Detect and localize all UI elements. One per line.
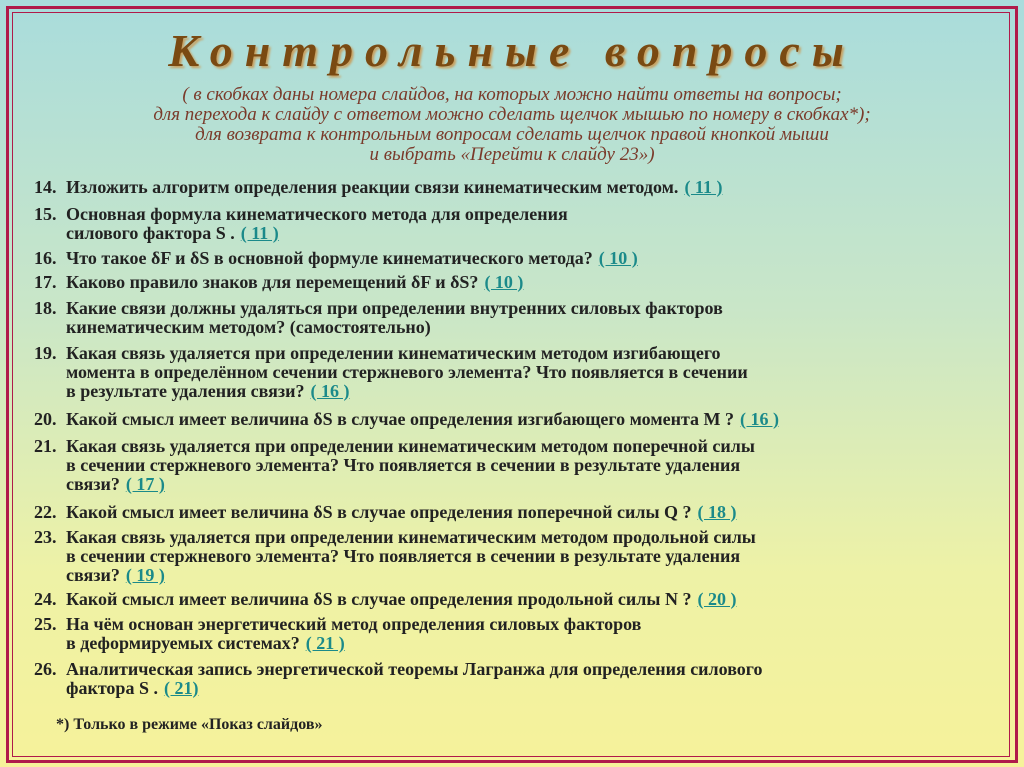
question-number: 26. bbox=[34, 659, 57, 679]
question-text-line-2: в деформируемых системах? bbox=[66, 633, 300, 653]
question-text: Какой смысл имеет величина δS в случае определения изгибающего момента M ? bbox=[66, 409, 735, 429]
slide-link[interactable]: ( 17 ) bbox=[125, 474, 165, 494]
question-text: Какие связи должны удаляться при определении внутренних силовых факторов bbox=[66, 298, 723, 318]
question-14 bbox=[34, 178, 1004, 197]
question-15 bbox=[34, 205, 1004, 243]
question-text: Основная формула кинематического метода для определения bbox=[66, 204, 568, 224]
instructions bbox=[20, 85, 1004, 165]
question-text: Какая связь удаляется при определении кинематическим методом изгибающего bbox=[66, 343, 721, 363]
question-number: 21. bbox=[34, 436, 57, 456]
slide-link[interactable]: ( 18 ) bbox=[697, 502, 737, 522]
slide-link[interactable]: ( 10 ) bbox=[484, 272, 524, 292]
question-number: 18. bbox=[34, 298, 57, 318]
question-24 bbox=[34, 590, 1004, 609]
question-text-line-3: связи? bbox=[66, 565, 120, 585]
instructions-line-2: для перехода к слайду с ответом можно сделать щелчок мышью по номеру в скобках*); bbox=[153, 104, 871, 125]
question-number: 22. bbox=[34, 502, 57, 522]
question-22 bbox=[34, 503, 1004, 522]
slide-link[interactable]: ( 21 ) bbox=[305, 633, 345, 653]
question-number: 16. bbox=[34, 248, 57, 268]
slide-link[interactable]: ( 20 ) bbox=[697, 589, 737, 609]
question-text-line-2: в сечении стержневого элемента? Что появляется в сечении в результате удаления bbox=[66, 546, 741, 566]
question-25 bbox=[34, 615, 1004, 653]
slide-link[interactable]: ( 10 ) bbox=[598, 248, 638, 268]
question-text: Какая связь удаляется при определении кинематическим методом поперечной силы bbox=[66, 436, 755, 456]
question-26 bbox=[34, 660, 1004, 698]
slide-link[interactable]: ( 11 ) bbox=[240, 223, 279, 243]
instructions-line-4: и выбрать «Перейти к слайду 23») bbox=[369, 144, 655, 165]
question-text-line-2: момента в определённом сечении стержневого элемента? Что появляется в сечении bbox=[66, 362, 748, 382]
footnote: *) Только в режиме «Показ слайдов» bbox=[56, 716, 323, 733]
question-23 bbox=[34, 528, 1004, 585]
slide-link[interactable]: ( 16 ) bbox=[740, 409, 780, 429]
question-text-line-2: силового фактора S . bbox=[66, 223, 235, 243]
question-text: Каково правило знаков для перемещений δF и δS? bbox=[66, 272, 479, 292]
instructions-line-1: ( в скобках даны номера слайдов, на которых можно найти ответы на вопросы; bbox=[182, 84, 842, 105]
question-number: 20. bbox=[34, 409, 57, 429]
question-16 bbox=[34, 249, 1004, 268]
question-21 bbox=[34, 437, 1004, 494]
question-text: Какая связь удаляется при определении кинематическим методом продольной силы bbox=[66, 527, 756, 547]
question-17 bbox=[34, 273, 1004, 292]
question-text: Аналитическая запись энергетической теоремы Лагранжа для определения силового bbox=[66, 659, 763, 679]
question-19 bbox=[34, 344, 1004, 401]
question-number: 15. bbox=[34, 204, 57, 224]
question-text: На чём основан энергетический метод определения силовых факторов bbox=[66, 614, 642, 634]
instructions-line-3: для возврата к контрольным вопросам сделать щелчок правой кнопкой мыши bbox=[195, 124, 829, 145]
question-text-line-3: связи? bbox=[66, 474, 120, 494]
question-number: 14. bbox=[34, 177, 57, 197]
question-text: Какой смысл имеет величина δS в случае определения поперечной силы Q ? bbox=[66, 502, 692, 522]
question-number: 24. bbox=[34, 589, 57, 609]
question-18 bbox=[34, 299, 1004, 337]
question-number: 25. bbox=[34, 614, 57, 634]
slide-link[interactable]: ( 11 ) bbox=[684, 177, 723, 197]
question-text-line-3: в результате удаления связи? bbox=[66, 381, 305, 401]
question-number: 19. bbox=[34, 343, 57, 363]
question-20 bbox=[34, 410, 1004, 429]
slide-link[interactable]: ( 21) bbox=[163, 678, 199, 698]
question-text: Что такое δF и δS в основной формуле кинематического метода? bbox=[66, 248, 593, 268]
page-title: Контрольные вопросы bbox=[168, 25, 856, 76]
question-text: Какой смысл имеет величина δS в случае определения продольной силы N ? bbox=[66, 589, 692, 609]
question-text-line-2: фактора S . bbox=[66, 678, 158, 698]
slide-link[interactable]: ( 19 ) bbox=[125, 565, 165, 585]
question-text-line-2: в сечении стержневого элемента? Что появляется в сечении в результате удаления bbox=[66, 455, 741, 475]
question-text-line-2: кинематическим методом? (самостоятельно) bbox=[66, 317, 431, 337]
question-number: 17. bbox=[34, 272, 57, 292]
question-text: Изложить алгоритм определения реакции связи кинематическим методом. bbox=[66, 177, 679, 197]
question-number: 23. bbox=[34, 527, 57, 547]
slide-link[interactable]: ( 16 ) bbox=[310, 381, 350, 401]
